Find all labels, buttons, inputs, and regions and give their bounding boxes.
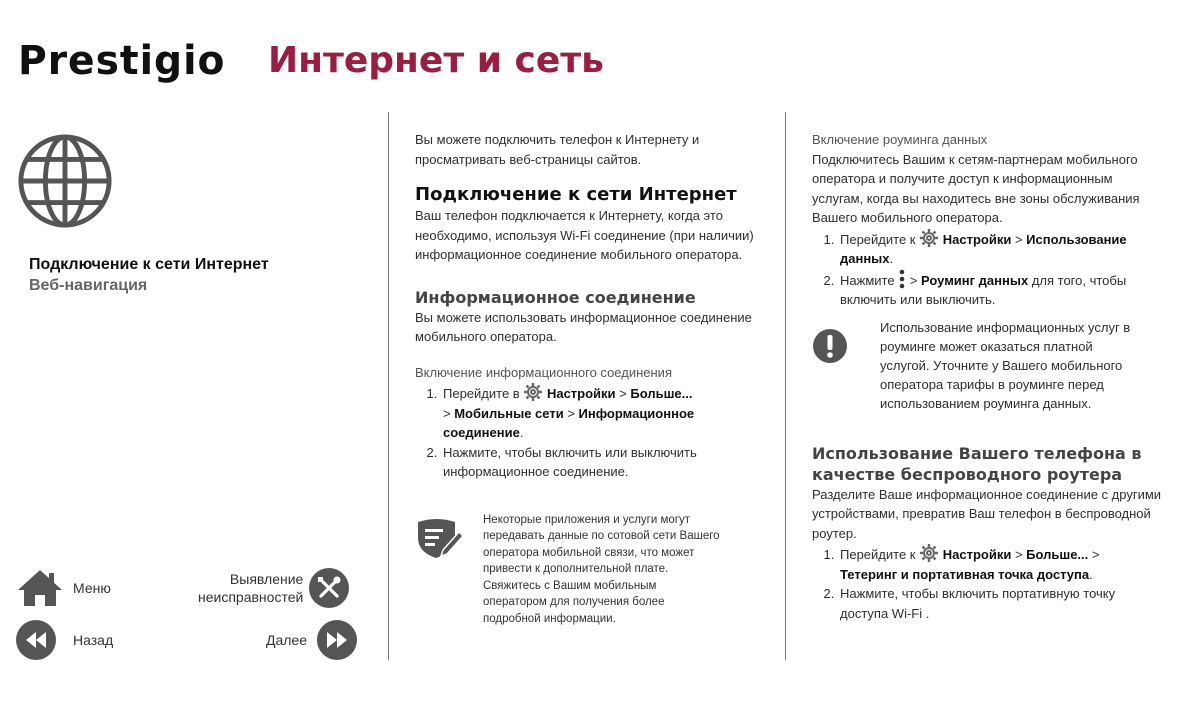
- settings-gear-icon: [523, 382, 543, 402]
- step-text: для того, чтобы включить или выключить.: [840, 272, 1127, 307]
- separator: >: [1011, 547, 1027, 562]
- settings-link: Настройки: [546, 386, 616, 401]
- troubleshoot-label-line1: Выявление: [229, 571, 304, 587]
- router-text: Разделите Ваше информационное соединение с другими устройствами, превратив Ваш телефон в беспроводной роутер.: [812, 486, 1162, 541]
- troubleshoot-button[interactable]: [198, 568, 349, 608]
- roaming-text: Подключитесь Вашим к сетям-партнерам мобильного оператора и получите доступ к информационным услугам, когда вы находитесь вне зоны обслуживания Вашего мобильного оператора.: [812, 151, 1140, 225]
- settings-link: Настройки: [942, 547, 1012, 562]
- home-icon: [16, 568, 64, 608]
- section-text-data: Вы можете использовать информационное соединение мобильного оператора.: [415, 309, 752, 344]
- info-note: [415, 512, 760, 628]
- tethering-link: Тетеринг и портативная точка доступа: [840, 566, 1090, 582]
- list-item: [838, 543, 1162, 584]
- column-divider: [785, 112, 786, 660]
- punctuation: .: [1089, 566, 1093, 582]
- tools-icon: [309, 568, 349, 608]
- router-steps: [812, 543, 1162, 623]
- punctuation: .: [889, 251, 894, 266]
- list-item: [838, 269, 1162, 310]
- brand-logo: Prestigio: [18, 38, 226, 84]
- section-title-data: Информационное соединение: [415, 287, 696, 307]
- separator: >: [1011, 231, 1027, 247]
- overflow-menu-icon: [898, 269, 906, 289]
- note-pencil-icon: [415, 516, 465, 560]
- back-button[interactable]: [16, 620, 113, 660]
- step-text: Перейдите к: [840, 547, 916, 562]
- intro-text: Вы можете подключить телефон к Интернету и просматривать веб-страницы сайтов.: [415, 132, 700, 167]
- menu-label: Меню: [73, 580, 111, 596]
- data-roaming-link: Роуминг данных: [921, 272, 1029, 288]
- step-text: Перейдите в: [443, 386, 520, 401]
- column-divider: [388, 112, 389, 660]
- enable-data-title: Включение информационного соединения: [415, 364, 672, 380]
- warning-text: Использование информационных услуг в роуминге может оказаться платной услугой. Уточните у Вашего мобильного оператора тарифы в роуминге перед использованием роуминга данных.: [880, 319, 1131, 411]
- right-column: [812, 130, 1162, 623]
- separator: >: [615, 386, 631, 401]
- globe-icon: [16, 132, 114, 230]
- more-link: Больше...: [630, 386, 693, 401]
- list-item: 2. Нажмите, чтобы включить или выключить информационное соединение.: [441, 443, 760, 482]
- page-title: Интернет и сеть: [268, 40, 604, 81]
- separator: >: [563, 405, 579, 421]
- back-label: Назад: [73, 632, 114, 648]
- list-item: 2. Нажмите, чтобы включить портативную точку доступа Wi-Fi .: [838, 584, 1162, 623]
- fast-forward-icon: [317, 620, 357, 660]
- settings-gear-icon: [919, 543, 939, 563]
- data-connection-link: Информационное соединение: [443, 405, 695, 440]
- list-item: [838, 228, 1162, 269]
- warning-note: [812, 318, 1162, 413]
- separator: >: [1088, 547, 1100, 562]
- settings-gear-icon: [919, 228, 939, 248]
- section-subheading: Веб-навигация: [29, 277, 148, 294]
- roaming-title: Включение роуминга данных: [812, 132, 988, 147]
- enable-data-steps: [415, 382, 760, 482]
- step-text: Нажмите: [840, 272, 895, 288]
- mobile-networks-link: Мобильные сети: [454, 405, 564, 421]
- section-title-internet: Подключение к сети Интернет: [415, 184, 737, 205]
- troubleshoot-label-line2: неисправностей: [198, 589, 304, 605]
- separator: >: [443, 405, 455, 421]
- separator: >: [906, 272, 922, 288]
- middle-column: [415, 130, 760, 627]
- router-title: Использование Вашего телефона в качестве беспроводного роутера: [812, 443, 1142, 484]
- menu-button[interactable]: [16, 568, 111, 608]
- section-heading: Подключение к сети Интернет: [29, 256, 269, 273]
- list-item: [441, 382, 760, 443]
- rewind-icon: [16, 620, 56, 660]
- more-link: Больше...: [1026, 547, 1089, 562]
- next-button[interactable]: [266, 620, 357, 660]
- step-text: Перейдите к: [840, 231, 916, 247]
- punctuation: .: [519, 425, 524, 440]
- roaming-steps: [812, 228, 1162, 310]
- section-text-internet: Ваш телефон подключается к Интернету, когда это необходимо, используя Wi-Fi соединение (при наличии) информационное соединение мобильного оператора.: [415, 208, 754, 262]
- note-text: Некоторые приложения и услуги могут передавать данные по сотовой сети Вашего оператора мобильной связи, что может привести к дополнительной плате. Свяжитесь с Вашим мобильным оператором для получения более подробной информации.: [483, 513, 720, 625]
- settings-link: Настройки: [942, 231, 1012, 247]
- exclamation-icon: [812, 328, 848, 364]
- data-usage-link: Использование данных: [840, 231, 1127, 266]
- next-label: Далее: [266, 632, 308, 648]
